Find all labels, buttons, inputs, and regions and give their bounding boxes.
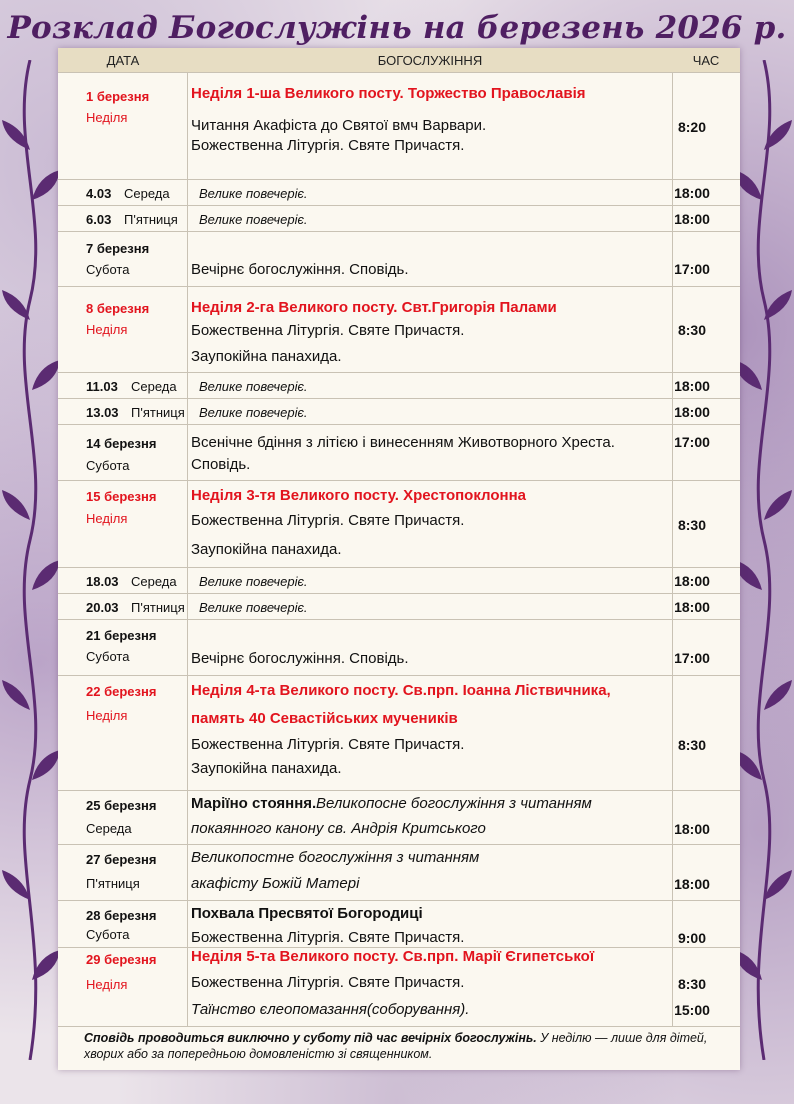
row-day: П'ятниця bbox=[131, 405, 185, 420]
service-line: Велике повечеріє. bbox=[199, 600, 308, 615]
row-time: 18:00 bbox=[674, 821, 710, 837]
row-time: 17:00 bbox=[674, 434, 710, 450]
table-header bbox=[58, 48, 740, 72]
row-day: Субота bbox=[86, 262, 130, 277]
row-day: П'ятниця bbox=[86, 876, 140, 891]
table-row bbox=[58, 424, 740, 481]
row-date: 8 березня bbox=[86, 301, 150, 316]
feast-title: Неділя 1-ша Великого посту. Торжество Православія bbox=[191, 85, 586, 102]
feast-title: Неділя 2-га Великого посту. Свт.Григорія Палами bbox=[191, 299, 557, 316]
row-day: П'ятниця bbox=[131, 600, 185, 615]
row-day: Субота bbox=[86, 649, 130, 664]
row-time: 18:00 bbox=[674, 378, 710, 394]
note-rest: У неділю — лише для дітей, хворих або за попередньою домовленістю зі священником. bbox=[84, 1031, 708, 1061]
row-date: 13.03 bbox=[86, 405, 119, 420]
table-row bbox=[58, 231, 740, 287]
row-day: Неділя bbox=[86, 977, 128, 992]
header-service: БОГОСЛУЖІННЯ bbox=[377, 53, 483, 68]
service-line: Заупокійна панахида. bbox=[191, 541, 342, 558]
table-row bbox=[58, 480, 740, 568]
service-line: Божественна Літургія. Святе Причастя. bbox=[191, 512, 465, 529]
service-line: Заупокійна панахида. bbox=[191, 760, 342, 777]
row-time: 8:30 bbox=[677, 517, 707, 533]
row-date: 14 березня bbox=[86, 436, 157, 451]
header-date: ДАТА bbox=[106, 53, 140, 68]
row-day: Неділя bbox=[86, 322, 128, 337]
service-line: Божественна Літургія. Святе Причастя. bbox=[191, 137, 465, 154]
service-bold: Маріїно стояння. bbox=[191, 795, 317, 812]
row-time: 8:30 bbox=[677, 322, 707, 338]
service-line: Божественна Літургія. Святе Причастя. bbox=[191, 974, 465, 991]
row-time: 8:30 bbox=[677, 737, 707, 753]
row-day: Неділя bbox=[86, 708, 128, 723]
right-floral-ornament bbox=[732, 60, 794, 1060]
service-line: Велике повечеріє. bbox=[199, 379, 308, 394]
service-line: Божественна Літургія. Святе Причастя. bbox=[191, 736, 465, 753]
service-italic: покаянного канону св. Андрія Критського bbox=[191, 820, 486, 837]
row-time-2: 15:00 bbox=[674, 1002, 710, 1018]
row-date: 11.03 bbox=[86, 379, 118, 394]
row-date: 28 березня bbox=[86, 908, 157, 923]
service-line: Божественна Літургія. Святе Причастя. bbox=[191, 929, 465, 946]
feast-title: Неділя 5-та Великого посту. Св.прп. Марії Єгипетської bbox=[191, 948, 595, 965]
table-row bbox=[58, 790, 740, 845]
row-date: 7 березня bbox=[86, 241, 150, 256]
table-row bbox=[58, 567, 740, 594]
service-line: Велике повечеріє. bbox=[199, 405, 308, 420]
service-line: Заупокійна панахида. bbox=[191, 348, 342, 365]
service-line: Вечірнє богослужіння. Сповідь. bbox=[191, 261, 409, 278]
row-time: 18:00 bbox=[674, 185, 710, 201]
table-row bbox=[58, 179, 740, 206]
row-date: 6.03 bbox=[86, 212, 112, 227]
service-line: Велике повечеріє. bbox=[199, 186, 308, 201]
row-date: 25 березня bbox=[86, 798, 157, 813]
feast-title: Неділя 4-та Великого посту. Св.прп. Іоанна Ліствичника, bbox=[191, 682, 611, 699]
table-row bbox=[58, 286, 740, 373]
row-day: Неділя bbox=[86, 110, 128, 125]
row-date: 29 березня bbox=[86, 952, 157, 967]
table-row bbox=[58, 593, 740, 620]
left-floral-ornament bbox=[0, 60, 62, 1060]
table-bottom-border bbox=[58, 1026, 740, 1027]
row-time: 18:00 bbox=[674, 876, 710, 892]
row-date: 20.03 bbox=[86, 600, 119, 615]
service-line: Божественна Літургія. Святе Причастя. bbox=[191, 322, 465, 339]
table-row bbox=[58, 398, 740, 425]
table-row bbox=[58, 72, 740, 180]
table-row bbox=[58, 947, 740, 1027]
row-time: 18:00 bbox=[674, 211, 710, 227]
table-row bbox=[58, 675, 740, 791]
row-day: Неділя bbox=[86, 511, 128, 526]
header-time: ЧАС bbox=[692, 53, 720, 68]
service-line: Сповідь. bbox=[191, 456, 251, 473]
table-row bbox=[58, 619, 740, 676]
table-row bbox=[58, 205, 740, 232]
row-date: 21 березня bbox=[86, 628, 157, 643]
service-line: Всенічне бдіння з літією і винесенням Животворного Хреста. bbox=[191, 434, 615, 451]
row-date: 22 березня bbox=[86, 684, 157, 699]
row-day: Середа bbox=[131, 379, 177, 394]
row-date: 1 березня bbox=[86, 89, 150, 104]
table-row bbox=[58, 844, 740, 901]
service-italic: Великопостне богослужіння з читанням bbox=[191, 849, 480, 866]
table-row bbox=[58, 900, 740, 948]
row-time: 18:00 bbox=[674, 573, 710, 589]
row-day: Субота bbox=[86, 458, 130, 473]
row-time: 8:30 bbox=[677, 976, 707, 992]
service-italic: Таїнство єлеопомазання(соборування). bbox=[191, 1001, 470, 1018]
service-line: Велике повечеріє. bbox=[199, 212, 308, 227]
row-date: 18.03 bbox=[86, 574, 119, 589]
service-italic: Великопосне богослужіння з читанням bbox=[316, 795, 592, 812]
page-title: Розклад Богослужінь на березень 2026 р. bbox=[7, 10, 787, 46]
note-bold: Сповідь проводиться виключно у суботу під час вечірніх богослужінь. bbox=[84, 1031, 537, 1045]
service-line: Читання Акафіста до Святої вмч Варвари. bbox=[191, 117, 487, 134]
service-italic: акафісту Божій Матері bbox=[191, 875, 360, 892]
row-time: 18:00 bbox=[674, 404, 710, 420]
row-day: П'ятниця bbox=[124, 212, 178, 227]
service-line: Велике повечеріє. bbox=[199, 574, 308, 589]
row-day: Середа bbox=[124, 186, 170, 201]
service-line: Вечірнє богослужіння. Сповідь. bbox=[191, 650, 409, 667]
row-time: 18:00 bbox=[674, 599, 710, 615]
feast-title: Неділя 3-тя Великого посту. Хрестопоклонна bbox=[191, 487, 526, 504]
service-bold: Похвала Пресвятої Богородиці bbox=[191, 905, 423, 922]
row-time: 9:00 bbox=[677, 930, 707, 946]
row-time: 8:20 bbox=[677, 119, 707, 135]
row-day: Субота bbox=[86, 927, 130, 942]
table-row bbox=[58, 372, 740, 399]
row-date: 27 березня bbox=[86, 852, 157, 867]
row-date: 4.03 bbox=[86, 186, 112, 201]
feast-title: память 40 Севастійських мучеників bbox=[191, 710, 458, 727]
row-day: Середа bbox=[86, 821, 132, 836]
row-time: 17:00 bbox=[674, 261, 710, 277]
confession-note bbox=[84, 1030, 724, 1062]
row-time: 17:00 bbox=[674, 650, 710, 666]
schedule-sheet bbox=[58, 48, 740, 1070]
row-day: Середа bbox=[131, 574, 177, 589]
row-date: 15 березня bbox=[86, 489, 157, 504]
